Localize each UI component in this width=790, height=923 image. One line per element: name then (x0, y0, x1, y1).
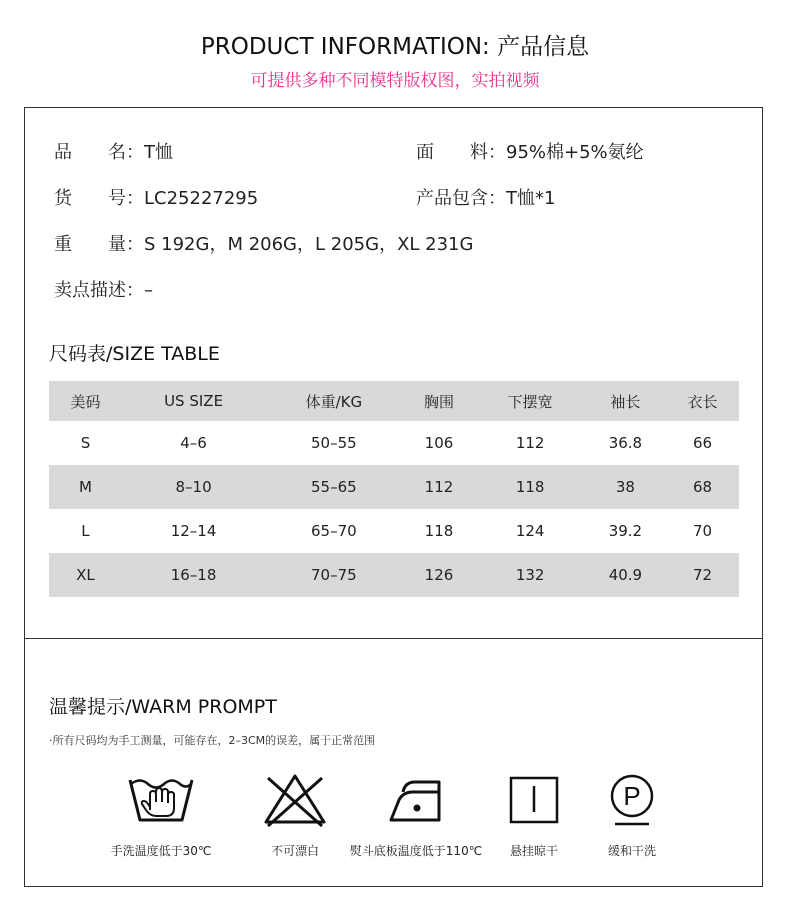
warm-prompt-title: 温馨提示/WARM PROMPT (49, 696, 277, 718)
table-row (49, 465, 739, 509)
table-cell: 66 (692, 434, 713, 452)
table-cell: 126 (424, 566, 454, 584)
care-item-no-bleach (225, 770, 365, 859)
table-cell: 72 (692, 566, 713, 584)
size-table-title: 尺码表/SIZE TABLE (49, 343, 220, 365)
info-weight-value: S 192G，M 206G，L 205G，XL 231G (144, 234, 474, 255)
table-cell: 118 (515, 478, 545, 496)
table-row (49, 421, 739, 465)
size-table (49, 381, 739, 597)
table-cell: 70 (692, 522, 713, 540)
size-header-cell: 袖长 (610, 392, 641, 411)
info-fabric-value: 95%棉+5%氨纶 (506, 142, 644, 163)
no-bleach-icon (260, 770, 330, 830)
table-cell: L (81, 522, 90, 540)
info-selling-label: 卖点描述： (54, 280, 144, 301)
table-cell: 40.9 (608, 566, 643, 584)
table-row (49, 509, 739, 553)
table-cell: 8–10 (175, 478, 212, 496)
page-subtitle: 可提供多种不同模特版权图，实拍视频 (250, 71, 540, 91)
table-cell: XL (76, 566, 95, 584)
info-weight-label: 重 量： (54, 234, 144, 255)
info-sku-label: 货 号： (54, 188, 144, 209)
hang-dry-icon (499, 770, 569, 830)
size-header-cell: 胸围 (423, 392, 454, 411)
size-header-cell: 体重/KG (305, 392, 363, 411)
info-contents (416, 184, 555, 210)
care-label: 熨斗底板温度低于110℃ (349, 844, 483, 858)
size-header-cell: 下摆宽 (507, 392, 553, 411)
table-cell: 112 (515, 434, 545, 452)
svg-text:P: P (623, 781, 641, 811)
care-label: 不可漂白 (270, 844, 319, 858)
care-item-dry-clean (562, 770, 702, 859)
table-cell: S (80, 434, 91, 452)
size-header-cell: 美码 (70, 392, 101, 411)
measurement-note: ·所有尺码均为手工测量，可能存在，2–3CM的误差，属于正常范围 (49, 734, 376, 747)
table-cell: 36.8 (608, 434, 643, 452)
table-cell: 68 (692, 478, 713, 496)
info-name-value: T恤 (144, 142, 173, 163)
table-cell: M (78, 478, 92, 496)
dry-clean-p-icon (597, 770, 667, 830)
care-label: 缓和干洗 (607, 844, 656, 858)
care-label: 悬挂晾干 (509, 844, 558, 858)
page-title: PRODUCT INFORMATION: 产品信息 (200, 34, 590, 60)
table-cell: 4–6 (180, 434, 207, 452)
care-label: 手洗温度低于30℃ (110, 844, 212, 858)
table-cell: 65–70 (311, 522, 357, 540)
info-weight (54, 230, 473, 256)
info-sku (54, 184, 258, 210)
size-header-cell: US SIZE (164, 392, 224, 410)
section-divider (24, 638, 763, 639)
info-selling-value: – (144, 280, 153, 301)
table-cell: 50–55 (311, 434, 357, 452)
info-name-label: 品 名： (54, 142, 144, 163)
table-row (49, 553, 739, 597)
table-cell: 12–14 (170, 522, 217, 540)
table-cell: 124 (515, 522, 545, 540)
table-cell: 132 (515, 566, 545, 584)
size-table-header-row (49, 381, 739, 421)
info-contents-label: 产品包含： (416, 188, 506, 209)
info-contents-value: T恤*1 (506, 188, 556, 209)
info-sku-value: LC25227295 (144, 188, 259, 209)
table-cell: 16–18 (170, 566, 217, 584)
table-cell: 112 (424, 478, 454, 496)
table-cell: 39.2 (608, 522, 643, 540)
table-cell: 118 (424, 522, 454, 540)
table-cell: 38 (615, 478, 635, 496)
info-selling (54, 276, 153, 302)
table-cell: 55–65 (311, 478, 357, 496)
care-item-hand-wash (91, 770, 231, 859)
table-cell: 106 (424, 434, 454, 452)
info-name (54, 138, 173, 164)
info-fabric-label: 面 料： (416, 142, 506, 163)
size-header-cell: 衣长 (687, 392, 718, 411)
info-fabric (416, 138, 644, 164)
table-cell: 70–75 (311, 566, 357, 584)
iron-low-icon (381, 770, 451, 830)
hand-wash-icon (126, 770, 196, 830)
